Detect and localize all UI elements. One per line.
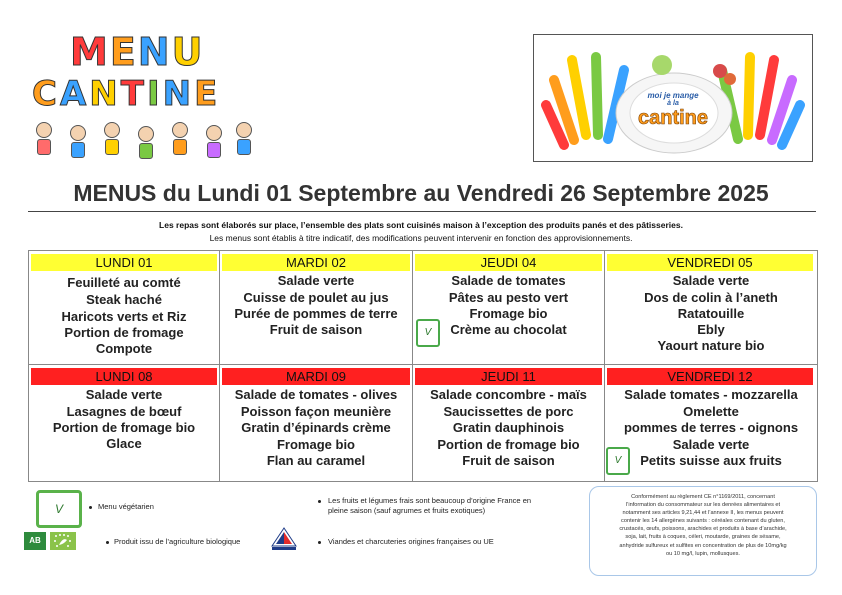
child-illustration	[206, 125, 222, 155]
dish: Salade tomates - mozzarella	[624, 387, 798, 402]
allergen-regulation-box	[589, 486, 817, 576]
day-header: MARDI 02	[222, 254, 410, 271]
dish: Purée de pommes de terre	[234, 306, 398, 321]
day-header: LUNDI 08	[31, 368, 217, 385]
logo-letter: N	[137, 30, 172, 74]
dish: Haricots verts et Riz	[61, 309, 187, 324]
dish: Gratin d’épinards crème	[241, 420, 391, 435]
regulation-line: ou 10 mg/l, lupin, mollusques.	[665, 550, 740, 557]
title-underline	[28, 211, 816, 212]
regulation-line: notamment ses articles 9,21,44 et l’annexe II, les menus peuvent	[622, 510, 784, 517]
disclaimer-note: Les menus sont établis à titre indicatif, des modifications peuvent intervenir en fonction des approvisionnements.	[209, 233, 633, 243]
legend-organic: Produit issu de l’agriculture biologique	[114, 537, 241, 546]
dish: Petits suisse aux fruits	[640, 453, 782, 468]
dish: Salade concombre - maïs	[430, 387, 587, 402]
allergen-regulation-text	[594, 493, 812, 558]
dish: Fromage bio	[276, 437, 355, 452]
child-illustration	[172, 122, 188, 152]
child-illustration	[36, 122, 52, 152]
dish: Portion de fromage	[64, 325, 184, 340]
regulation-line: soja, lait, fruits à coques, céleri, moutarde, graines de sésame,	[625, 534, 781, 541]
dish: Salade verte	[85, 387, 163, 402]
logo-word-menu	[70, 30, 204, 74]
dish: Portion de fromage bio	[437, 437, 580, 452]
dish: Salade de tomates - olives	[234, 387, 398, 402]
day-cell-lundi-08	[29, 365, 219, 481]
dish: Fromage bio	[469, 306, 548, 321]
dish: Ebly	[697, 322, 725, 337]
dish: Pâtes au pesto vert	[448, 290, 569, 305]
logo-letter: N	[162, 74, 195, 114]
dish: Flan au caramel	[266, 453, 366, 468]
day-header: VENDREDI 12	[607, 368, 813, 385]
regulation-line: l’information du consommateur sur les denrées alimentaires et	[625, 502, 781, 509]
photo-caption-line3: cantine	[637, 107, 709, 129]
dish: Gratin dauphinois	[452, 420, 565, 435]
day-header: VENDREDI 05	[607, 254, 813, 271]
day-cell-jeudi-04	[413, 251, 604, 364]
day-header: JEUDI 04	[415, 254, 602, 271]
child-illustration	[104, 122, 120, 152]
dish: Yaourt nature bio	[657, 338, 765, 353]
logo-letter: C	[32, 74, 60, 114]
ab-organic-logo: AB	[24, 532, 46, 550]
eu-organic-leaf-logo	[50, 532, 76, 550]
child-illustration	[236, 122, 252, 152]
logo-word-cantine	[32, 74, 220, 114]
regulation-line: contenir les 14 allergènes suivants : céréales contenant du gluten,	[621, 518, 785, 525]
regulation-line: anhydride sulfureux et sulfites en concentration de plus de 10mg/kg	[619, 542, 787, 549]
child-illustration	[70, 125, 86, 155]
day-header: MARDI 09	[222, 368, 410, 385]
logo-letter: N	[89, 74, 121, 114]
eu-leaf-icon	[50, 532, 76, 550]
logo-letter: I	[146, 74, 163, 114]
day-cell-mardi-02	[220, 251, 412, 364]
dish: Salade verte	[277, 273, 355, 288]
dish: Ratatouille	[677, 306, 745, 321]
logo-letter: E	[194, 74, 221, 114]
legend-fresh-produce-line1: Les fruits et légumes frais sont beaucoup d’origine France en	[328, 496, 532, 505]
dish: Salade verte	[672, 437, 750, 452]
dish: Saucissettes de porc	[443, 404, 574, 419]
day-cell-vendredi-12	[605, 365, 817, 481]
logo-letter: A	[59, 74, 90, 114]
dish: Salade verte	[672, 273, 750, 288]
child-illustration	[138, 126, 154, 156]
dish: Poisson façon meunière	[240, 404, 392, 419]
bullet	[318, 500, 321, 503]
cantine-hands-picture	[533, 34, 813, 162]
page-title: MENUS du Lundi 01 Septembre au Vendredi 26 Septembre 2025	[73, 180, 769, 206]
dish: Omelette	[683, 404, 739, 419]
day-cell-jeudi-11	[413, 365, 604, 481]
bullet	[106, 541, 109, 544]
dish: Glace	[106, 436, 142, 451]
day-cell-mardi-09	[220, 365, 412, 481]
dish: Steak haché	[86, 292, 162, 307]
photo-caption-line1: moi je mange	[647, 91, 699, 100]
day-header: JEUDI 11	[415, 368, 602, 385]
day-header: LUNDI 01	[31, 254, 217, 271]
dish: Salade de tomates	[451, 273, 566, 288]
logo-letter: M	[70, 30, 110, 74]
menu-cantine-logo	[30, 30, 260, 165]
dish: Crème au chocolat	[450, 322, 567, 337]
photo-caption-line2: à la	[667, 100, 679, 107]
bullet	[318, 541, 321, 544]
dish: Feuilleté au comté	[67, 275, 181, 290]
dish: Portion de fromage bio	[52, 420, 196, 435]
legend-meat-origin: Viandes et charcuteries origines françaises ou UE	[328, 537, 494, 546]
french-meat-icon	[268, 524, 300, 554]
logo-letter: T	[120, 74, 147, 114]
bullet	[89, 506, 92, 509]
logo-letter: E	[109, 30, 138, 74]
menu-grid	[28, 250, 818, 482]
dish: Dos de colin à l’aneth	[644, 290, 778, 305]
day-cell-vendredi-05	[605, 251, 817, 364]
vegetarian-badge: V	[606, 447, 630, 475]
dish: Fruit de saison	[269, 322, 363, 337]
legend-vegetarian: Menu végétarien	[98, 502, 154, 511]
dish: Cuisse de poulet au jus	[243, 290, 389, 305]
preparation-note: Les repas sont élaborés sur place, l’ensemble des plats sont cuisinés maison à l’exception des produits panés et des pâtisseries.	[159, 220, 683, 230]
logo-letter: U	[171, 30, 205, 74]
day-cell-lundi-01	[29, 251, 219, 364]
dish: Lasagnes de bœuf	[66, 404, 182, 419]
dish: Fruit de saison	[462, 453, 555, 468]
viandes-de-france-logo	[268, 524, 300, 554]
legend-fresh-produce-line2: pleine saison (sauf agrumes et fruits exotiques)	[328, 506, 486, 515]
dish: pommes de terres - oignons	[623, 420, 799, 435]
dish: Compote	[95, 341, 153, 356]
vegetarian-badge: V	[416, 319, 440, 347]
regulation-line: Conformément au règlement CE n°1169/2011, concernant	[631, 494, 775, 500]
regulation-line: crustacés, œufs, poissons, arachides et produits à base d’arachide,	[619, 526, 787, 533]
vegetarian-legend-icon: V	[36, 490, 82, 528]
